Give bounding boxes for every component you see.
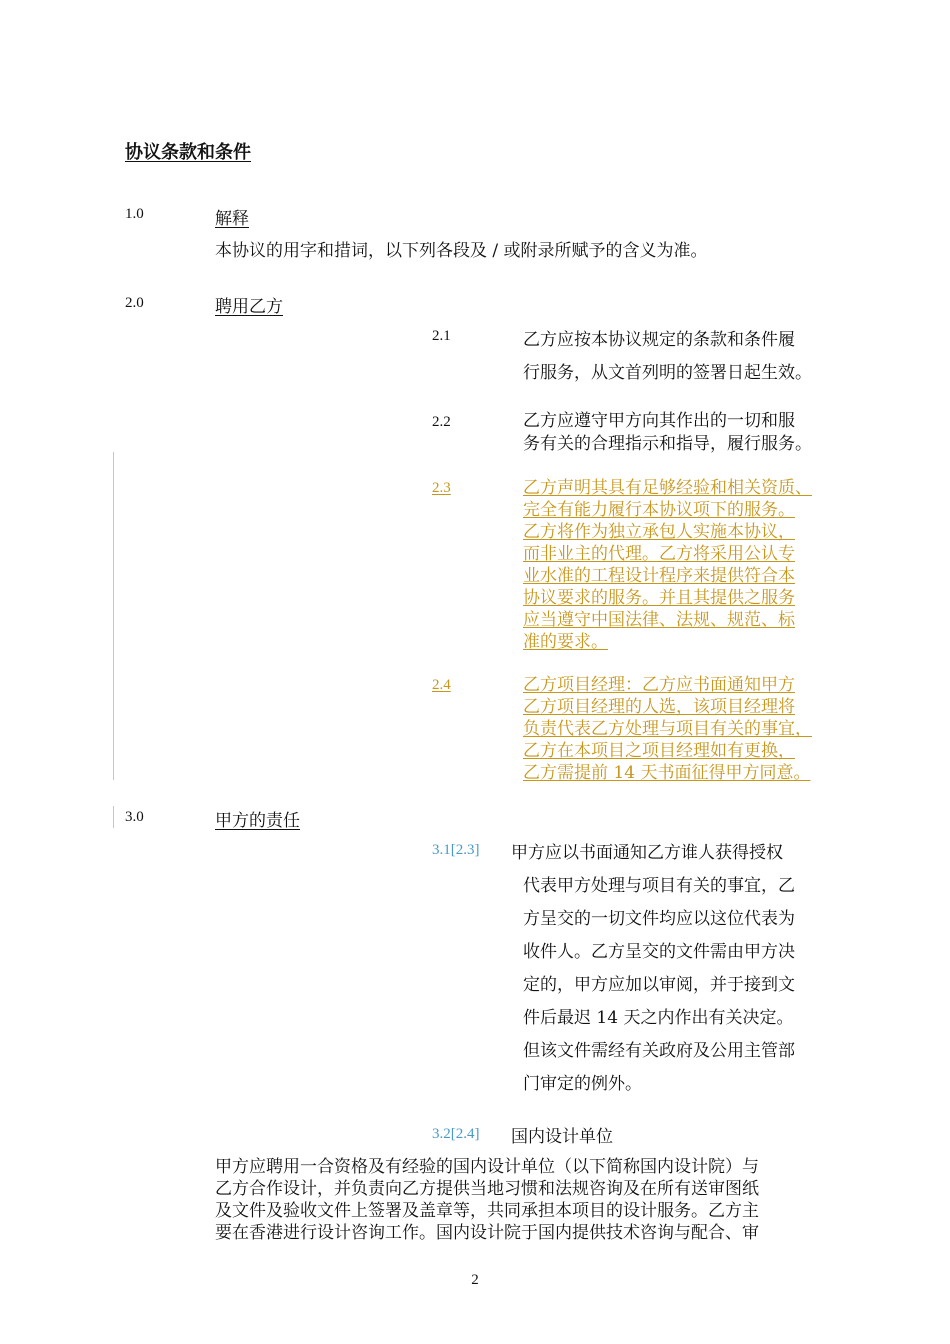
clause-3-2-ref: [2.4] <box>450 1126 480 1142</box>
clause-3-2-heading: 国内设计单位 <box>511 1127 613 1147</box>
page-title: 协议条款和条件 <box>125 142 251 163</box>
clause-2-2-text <box>523 410 812 456</box>
clause-3-1-ref: [2.3] <box>450 842 480 858</box>
clause-line: 乙方应遵守甲方向其作出的一切和服 <box>523 411 795 431</box>
clause-line: 行服务，从文首列明的签署日起生效。 <box>523 363 812 383</box>
clause-line: 甲方应聘用一合资格及有经验的国内设计单位（以下简称国内设计院）与 <box>215 1157 759 1177</box>
section-1-body: 本协议的用字和措词，以下列各段及 / 或附录所赋予的含义为准。 <box>215 241 708 261</box>
clause-line: 件后最迟 14 天之内作出有关决定。 <box>523 1008 794 1028</box>
clause-3-1-text <box>523 870 795 1101</box>
clause-2-3-number: 2.3 <box>432 480 451 496</box>
clause-2-1-number: 2.1 <box>432 328 451 344</box>
clause-line: 及文件及验收文件上签署及盖章等，共同承担本项目的设计服务。乙方主 <box>215 1201 759 1221</box>
clause-3-1-first-line: 甲方应以书面通知乙方谁人获得授权 <box>511 843 783 863</box>
clause-line: 乙方项目经理的人选，该项目经理将 <box>523 697 795 717</box>
clause-3-1-number <box>432 842 480 859</box>
clause-3-2-number <box>432 1126 480 1143</box>
clause-line: 负责代表乙方处理与项目有关的事宜， <box>523 719 812 739</box>
clause-3-2-num: 3.2 <box>432 1126 451 1142</box>
section-1-number: 1.0 <box>125 206 144 222</box>
section-3-number: 3.0 <box>125 809 144 825</box>
change-bar <box>113 806 114 828</box>
page-number: 2 <box>471 1272 479 1288</box>
clause-line: 应当遵守中国法律、法规、规范、标 <box>523 610 795 630</box>
section-3-heading: 甲方的责任 <box>215 811 300 831</box>
clause-line: 业水准的工程设计程序来提供符合本 <box>523 566 795 586</box>
clause-3-1-num: 3.1 <box>432 842 451 858</box>
clause-line: 准的要求。 <box>523 632 608 652</box>
clause-2-4-text <box>523 674 812 784</box>
clause-line: 乙方需提前 14 天书面征得甲方同意。 <box>523 763 811 783</box>
clause-line: 而非业主的代理。乙方将采用公认专 <box>523 544 795 564</box>
clause-line: 乙方在本项目之项目经理如有更换， <box>523 741 795 761</box>
clause-line: 乙方合作设计，并负责向乙方提供当地习惯和法规咨询及在所有送审图纸 <box>215 1179 759 1199</box>
clause-line: 定的，甲方应加以审阅，并于接到文 <box>523 975 795 995</box>
clause-line: 代表甲方处理与项目有关的事宜，乙 <box>523 876 795 896</box>
clause-line: 协议要求的服务。并且其提供之服务 <box>523 588 795 608</box>
clause-3-2-text <box>215 1156 759 1244</box>
clause-line: 门审定的例外。 <box>523 1074 642 1094</box>
section-2-number: 2.0 <box>125 295 144 311</box>
section-2-heading: 聘用乙方 <box>215 297 283 317</box>
clause-line: 乙方声明其具有足够经验和相关资质、 <box>523 478 812 498</box>
clause-2-1-text <box>523 324 812 390</box>
change-bar <box>113 452 114 780</box>
clause-line: 要在香港进行设计咨询工作。国内设计院于国内提供技术咨询与配合、审 <box>215 1223 759 1243</box>
clause-line: 方呈交的一切文件均应以这位代表为 <box>523 909 795 929</box>
clause-line: 乙方将作为独立承包人实施本协议， <box>523 522 795 542</box>
clause-line: 务有关的合理指示和指导，履行服务。 <box>523 434 812 454</box>
clause-line: 收件人。乙方呈交的文件需由甲方决 <box>523 942 795 962</box>
clause-line: 但该文件需经有关政府及公用主管部 <box>523 1041 795 1061</box>
clause-line: 乙方项目经理：乙方应书面通知甲方 <box>523 675 795 695</box>
clause-2-2-number: 2.2 <box>432 414 451 430</box>
section-1-heading: 解释 <box>215 209 249 229</box>
clause-line: 完全有能力履行本协议项下的服务。 <box>523 500 795 520</box>
clause-line: 乙方应按本协议规定的条款和条件履 <box>523 330 795 350</box>
clause-2-3-text <box>523 477 812 653</box>
clause-2-4-number: 2.4 <box>432 677 451 693</box>
